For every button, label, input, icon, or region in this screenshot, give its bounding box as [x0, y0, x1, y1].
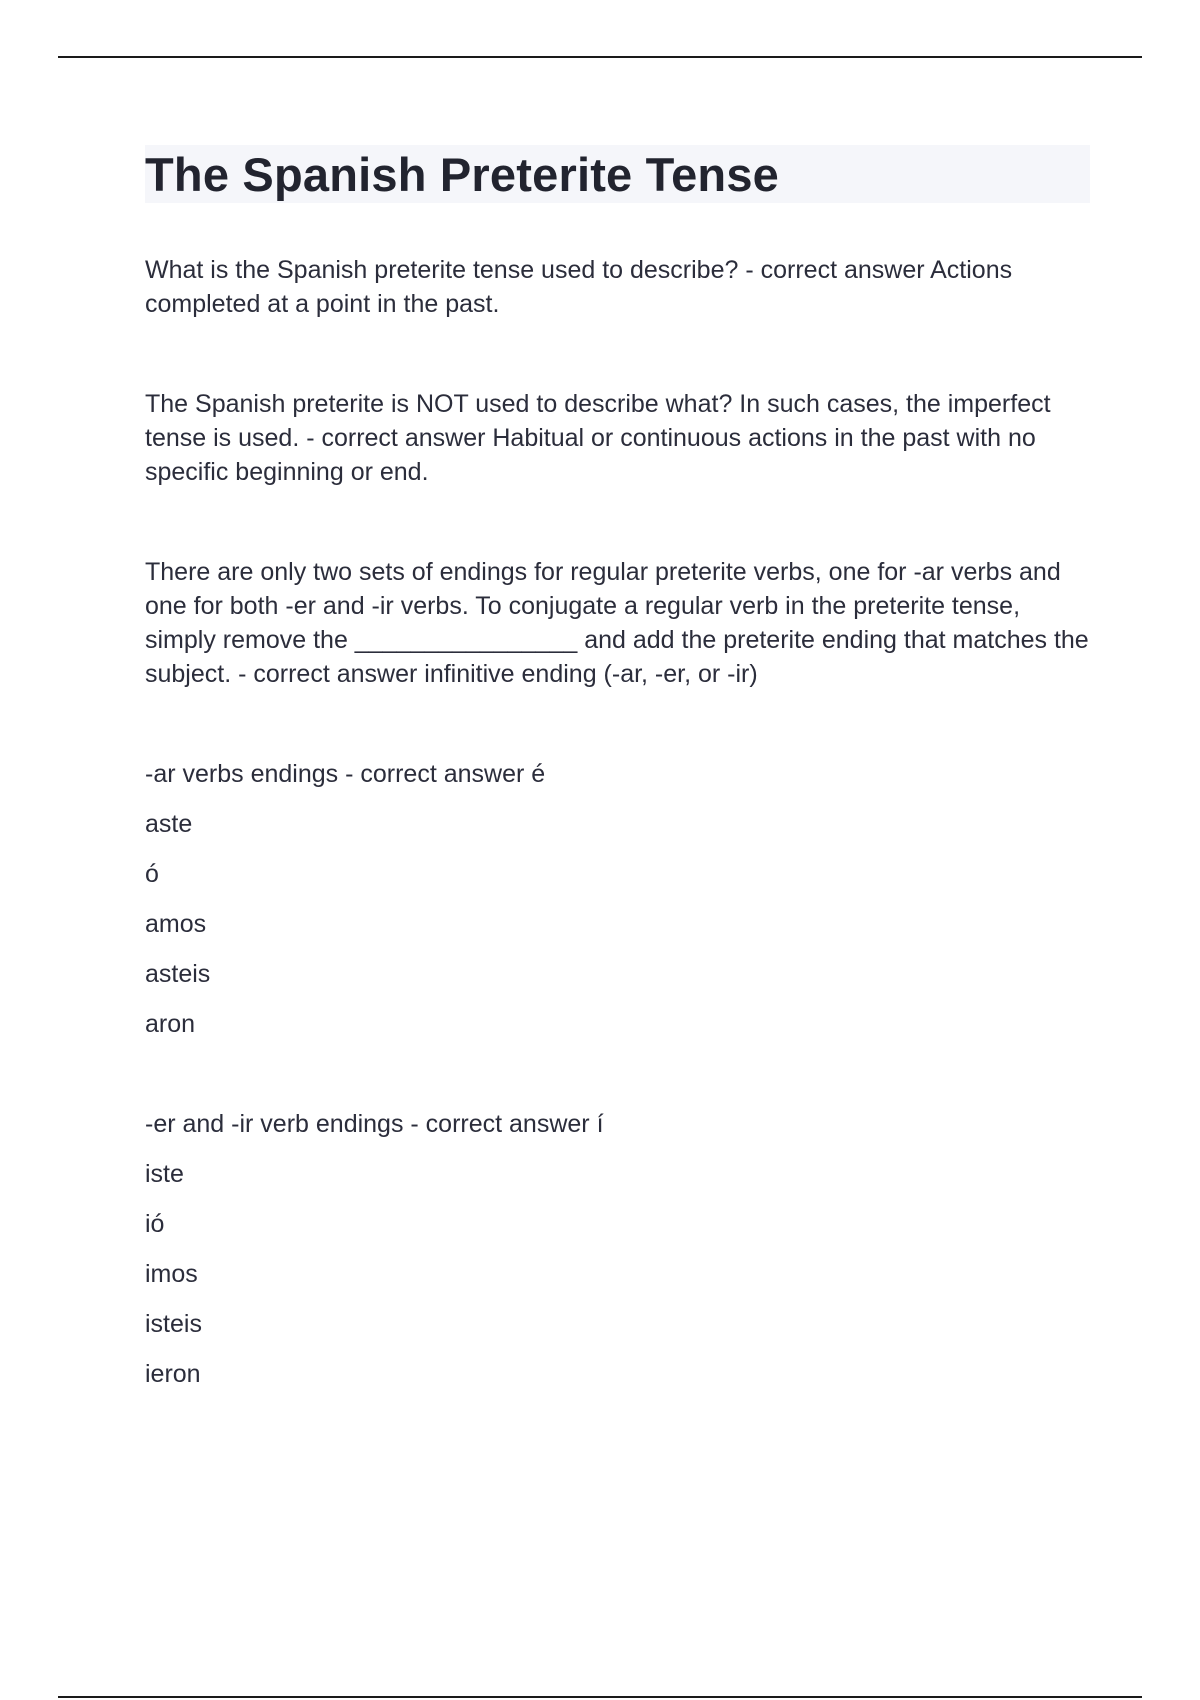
- ar-ending: ó: [145, 860, 159, 888]
- top-rule: [58, 56, 1142, 58]
- ar-ending: aron: [145, 1010, 196, 1038]
- er-ir-ending: iste: [145, 1160, 184, 1188]
- ar-ending: amos: [145, 910, 207, 938]
- er-ir-ending: imos: [145, 1260, 198, 1288]
- qa-item-1: What is the Spanish preterite tense used to describe? - correct answer Actions completed at a point in the past.: [145, 256, 1013, 318]
- document-body: [145, 145, 1090, 1391]
- er-ir-ending: ieron: [145, 1360, 201, 1388]
- qa-item-3: There are only two sets of endings for regular preterite verbs, one for -ar verbs and one for both -er and -ir verbs. To conjugate a regular verb in the preterite tense, simply remove the ________________ and add the preterite ending that matches the subject. - correct answer infinitive ending (-ar, -er, or -ir): [145, 558, 1089, 688]
- ar-ending: aste: [145, 810, 193, 838]
- page-title: The Spanish Preterite Tense: [145, 147, 780, 201]
- er-ir-ending: ió: [145, 1210, 165, 1238]
- ar-endings-heading: -ar verbs endings - correct answer é: [145, 760, 546, 788]
- bottom-rule: [58, 1696, 1142, 1698]
- title-box: [145, 145, 1090, 203]
- ar-ending: asteis: [145, 960, 211, 988]
- er-ir-endings-heading: -er and -ir verb endings - correct answer í: [145, 1110, 604, 1138]
- er-ir-ending: isteis: [145, 1310, 202, 1338]
- qa-item-2: The Spanish preterite is NOT used to describe what? In such cases, the imperfect tense is used. - correct answer Habitual or continuous actions in the past with no specific beginning or end.: [145, 390, 1051, 486]
